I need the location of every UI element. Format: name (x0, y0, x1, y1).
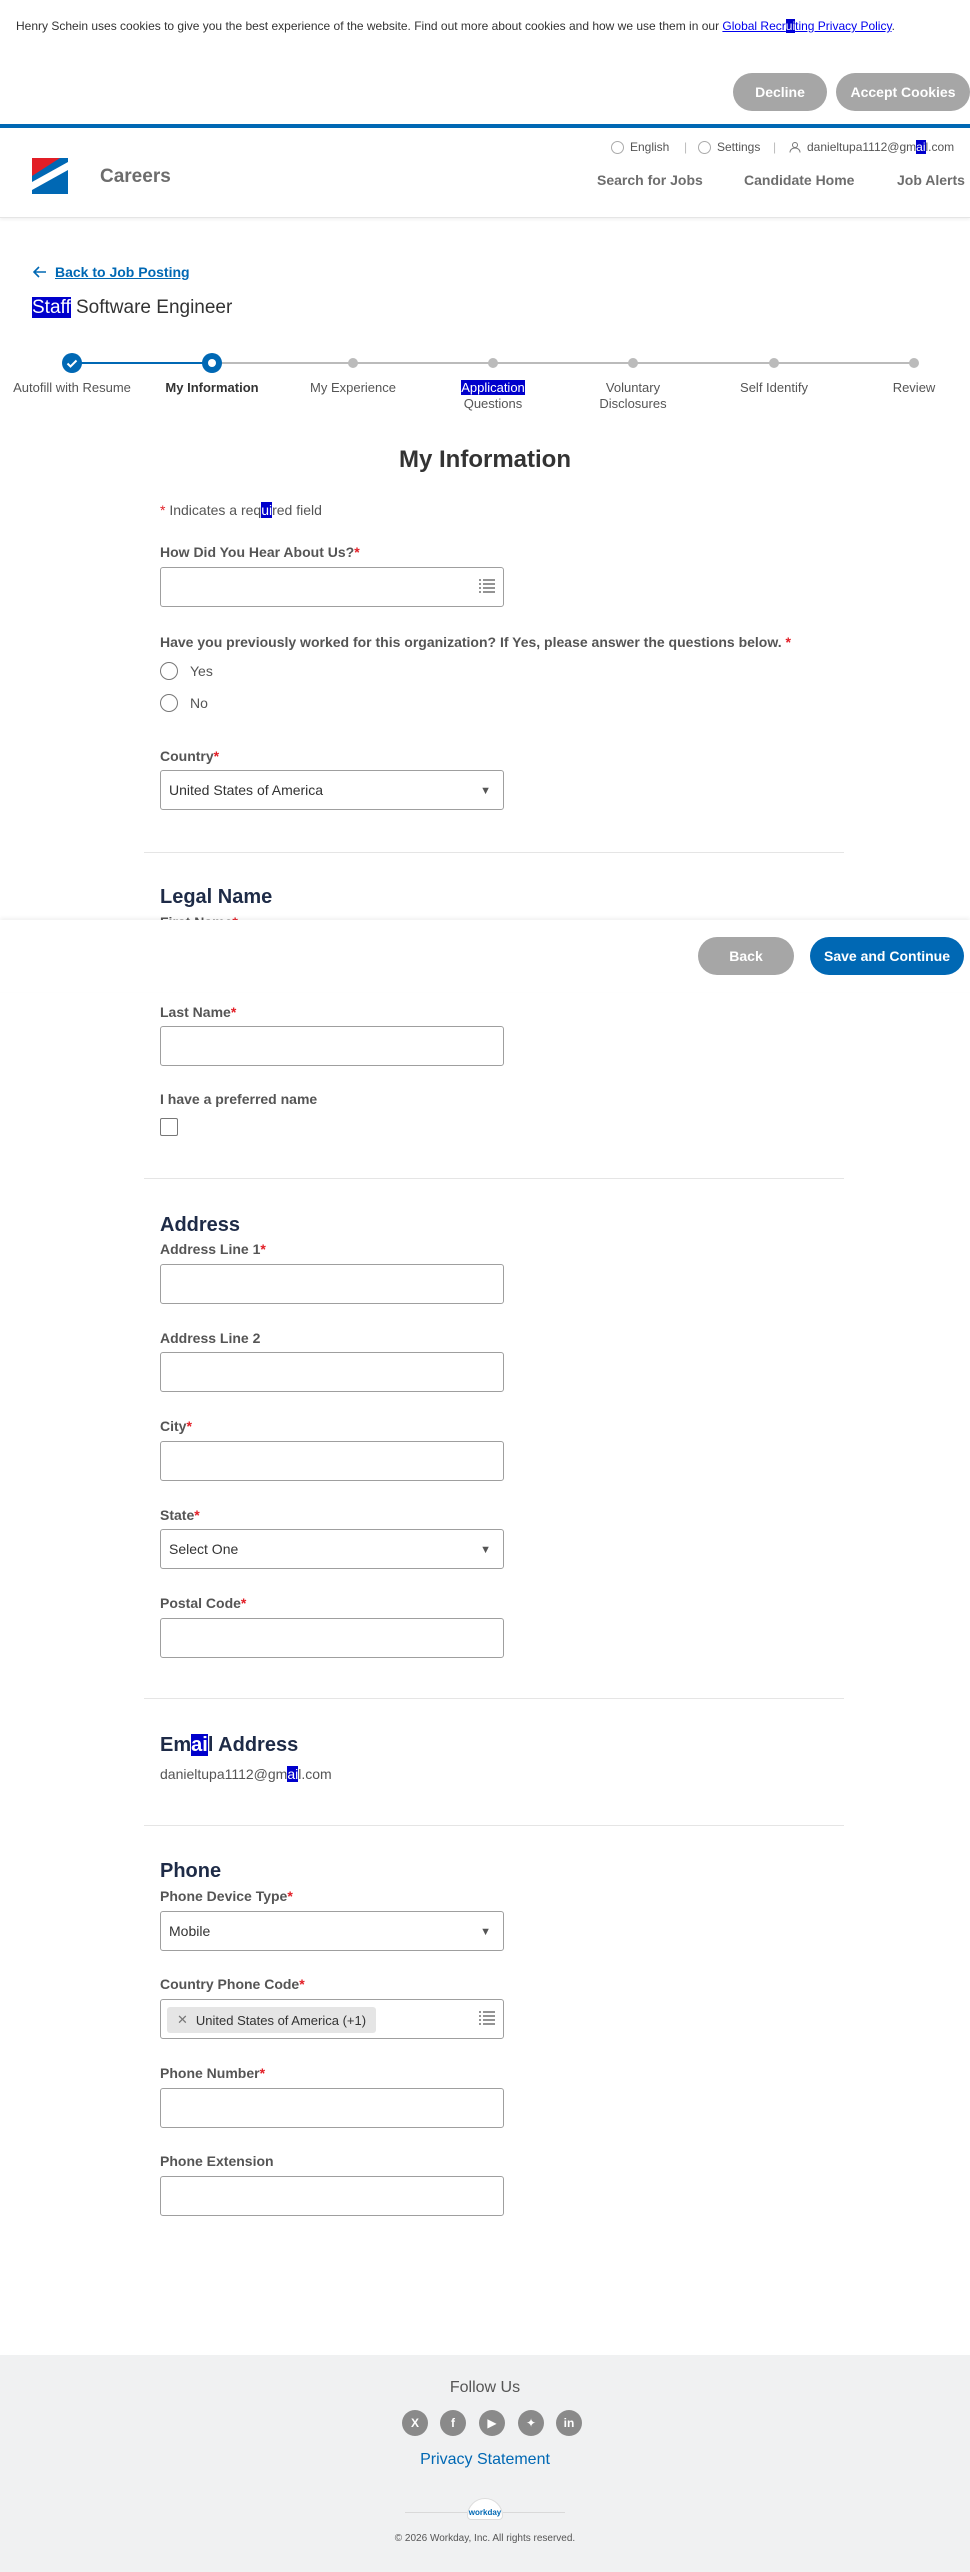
country-label: Country* (160, 748, 220, 764)
postal-code-input[interactable] (160, 1618, 504, 1658)
workday-rising-icon[interactable]: ✦ (518, 2410, 544, 2436)
x-icon[interactable]: X (402, 2410, 428, 2436)
step-pending-icon (628, 358, 638, 368)
cookie-banner (0, 0, 970, 128)
progress-line-remaining (212, 362, 915, 364)
user-icon (789, 141, 801, 153)
henry-schein-logo[interactable] (32, 158, 68, 194)
list-prompt-icon[interactable] (479, 2011, 495, 2025)
privacy-statement-link[interactable]: Privacy Statement (420, 2451, 550, 2468)
address-line-1-input[interactable] (160, 1264, 504, 1304)
last-name-label: Last Name* (160, 1004, 237, 1020)
phone-device-type-label: Phone Device Type* (160, 1888, 293, 1904)
step-pending-icon (769, 358, 779, 368)
phone-number-label: Phone Number* (160, 2065, 266, 2081)
gear-icon (698, 141, 711, 154)
page-heading: My Information (399, 446, 571, 473)
dropdown-caret-icon: ▼ (480, 1926, 491, 1938)
save-and-continue-button[interactable]: Save and Continue (810, 937, 964, 975)
phone-device-type-select[interactable]: Mobile ▼ (160, 1911, 504, 1951)
radio-yes[interactable]: Yes (160, 662, 213, 680)
privacy-policy-link[interactable]: Global Recruiting Privacy Policy (722, 19, 892, 33)
step-current-icon (202, 353, 222, 373)
list-prompt-icon[interactable] (479, 579, 495, 593)
step-autofill-label: Autofill with Resume (13, 380, 131, 395)
site-header: English | Settings | danieltupa1112@gmail.com Careers Search for Jobs Candidate Home Job Alerts (0, 132, 970, 218)
careers-title[interactable]: Careers (100, 166, 171, 187)
step-review-label: Review (892, 380, 936, 395)
section-divider (144, 852, 844, 853)
country-phone-code-label: Country Phone Code* (160, 1976, 305, 1992)
globe-icon (611, 141, 624, 154)
step-self-identify-label: Self Identify (740, 380, 808, 395)
step-application-questions-label: Application Questions (461, 380, 525, 411)
remove-chip-icon[interactable]: ✕ (177, 2012, 188, 2027)
action-bar (0, 920, 970, 992)
dropdown-caret-icon: ▼ (480, 1544, 491, 1556)
accept-cookies-button[interactable]: Accept Cookies (836, 73, 970, 111)
worked-before-label: Have you previously worked for this organization? If Yes, please answer the questions below. * (160, 634, 791, 650)
address-heading: Address (160, 1214, 241, 1236)
address-line-2-label: Address Line 2 (160, 1330, 261, 1346)
section-divider (144, 1178, 844, 1179)
nav-search-jobs[interactable]: Search for Jobs (597, 172, 703, 188)
linkedin-icon[interactable]: in (556, 2410, 582, 2436)
preferred-name-checkbox[interactable] (160, 1118, 178, 1136)
step-voluntary-disclosures-label: Voluntary Disclosures (599, 380, 667, 411)
copyright: © 2026 Workday, Inc. All rights reserved. (394, 2533, 576, 2544)
city-input[interactable] (160, 1441, 504, 1481)
arrow-left-icon (33, 266, 47, 278)
back-button[interactable]: Back (698, 937, 794, 975)
radio-no-circle[interactable] (160, 694, 178, 712)
preferred-name-label: I have a preferred name (160, 1091, 318, 1107)
footer-divider-right (503, 2512, 565, 2513)
state-select[interactable]: Select One ▼ (160, 1529, 504, 1569)
step-pending-icon (348, 358, 358, 368)
address-line-2-input[interactable] (160, 1352, 504, 1392)
nav-candidate-home[interactable]: Candidate Home (744, 172, 855, 188)
country-select[interactable]: United States of America ▼ (160, 770, 504, 810)
account-menu[interactable]: danieltupa1112@gmail.com (789, 140, 954, 154)
job-title: Staff Software Engineer (32, 297, 233, 318)
radio-no[interactable]: No (160, 694, 208, 712)
country-phone-code-input[interactable] (160, 1999, 504, 2039)
phone-extension-input[interactable] (160, 2176, 504, 2216)
email-value: danieltupa1112@gmail.com (160, 1766, 332, 1782)
country-code-chip[interactable]: ✕ United States of America (+1) (167, 2007, 376, 2033)
step-complete-icon (62, 353, 82, 373)
city-label: City* (160, 1418, 192, 1434)
postal-code-label: Postal Code* (160, 1595, 247, 1611)
phone-extension-label: Phone Extension (160, 2153, 274, 2169)
phone-number-input[interactable] (160, 2088, 504, 2128)
footer-divider-left (405, 2512, 467, 2513)
radio-yes-circle[interactable] (160, 662, 178, 680)
footer (0, 2355, 970, 2572)
address-line-1-label: Address Line 1* (160, 1241, 266, 1257)
cookie-message: Henry Schein uses cookies to give you the best experience of the website. Find out more about cookies and how we use them in our Global Recruiting Privacy Policy. (16, 19, 895, 33)
nav-job-alerts[interactable]: Job Alerts (897, 172, 965, 188)
back-to-job-posting-link[interactable]: Back to Job Posting (33, 264, 190, 280)
progress-line-complete (71, 362, 212, 364)
dropdown-caret-icon: ▼ (480, 785, 491, 797)
follow-us-label: Follow Us (449, 2379, 521, 2396)
workday-logo[interactable]: workday (467, 2498, 503, 2520)
settings-link[interactable]: Settings (698, 140, 760, 154)
legal-name-heading: Legal Name (160, 886, 273, 908)
step-pending-icon (909, 358, 919, 368)
required-note: * Indicates a required field (160, 502, 322, 518)
last-name-input[interactable] (160, 1026, 504, 1066)
state-label: State* (160, 1507, 200, 1523)
how-heard-label: How Did You Hear About Us?* (160, 544, 360, 560)
cookie-text: Henry Schein uses cookies to give you the best experience of the website. Find out more about cookies and how we use them in our (16, 19, 723, 33)
how-heard-input[interactable] (160, 567, 504, 607)
section-divider (144, 1825, 844, 1826)
step-pending-icon (488, 358, 498, 368)
youtube-icon[interactable]: ▶ (479, 2410, 505, 2436)
section-divider (144, 1698, 844, 1699)
phone-heading: Phone (160, 1860, 222, 1882)
language-selector[interactable]: English (611, 140, 669, 154)
email-heading: Email Address (160, 1734, 299, 1756)
step-my-information-label: My Information (165, 380, 259, 395)
facebook-icon[interactable]: f (440, 2410, 466, 2436)
step-my-experience-label: My Experience (310, 380, 396, 395)
decline-cookies-button[interactable]: Decline (733, 73, 827, 111)
